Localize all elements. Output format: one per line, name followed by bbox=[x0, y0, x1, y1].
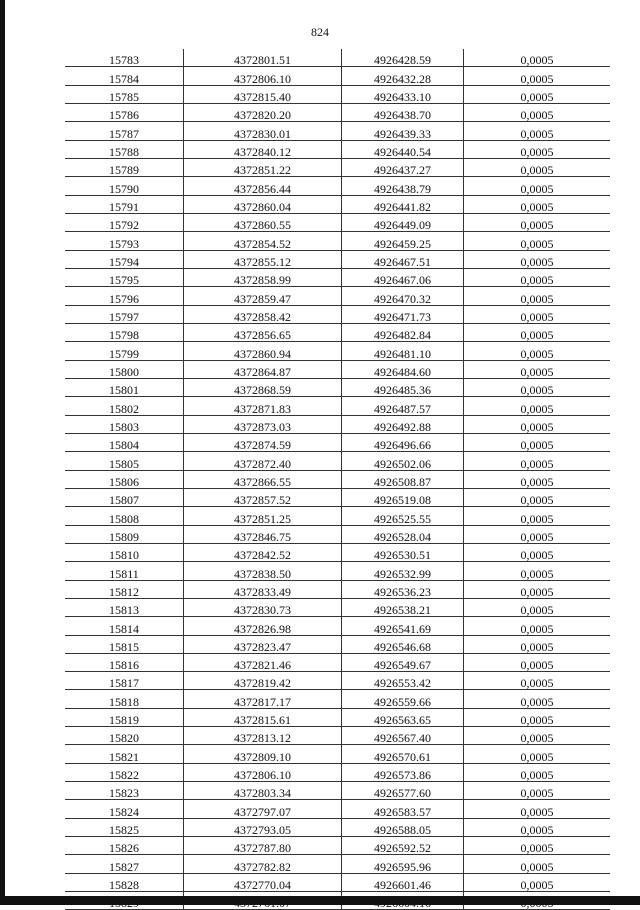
y-coordinate-cell: 4926583.57 bbox=[342, 800, 464, 818]
scan-edge-bottom bbox=[0, 896, 640, 905]
value-cell: 0,0005 bbox=[464, 488, 611, 506]
table-row bbox=[65, 323, 610, 341]
value-cell: 0,0005 bbox=[464, 140, 611, 158]
point-number-cell: 15801 bbox=[65, 378, 184, 396]
point-number-cell: 15786 bbox=[65, 103, 184, 121]
point-number-cell: 15826 bbox=[65, 837, 184, 855]
value-cell: 0,0005 bbox=[464, 360, 611, 378]
value-cell: 0,0005 bbox=[464, 85, 611, 103]
x-coordinate-cell: 4372782.82 bbox=[184, 855, 342, 873]
x-coordinate-cell: 4372868.59 bbox=[184, 378, 342, 396]
value-cell: 0,0005 bbox=[464, 305, 611, 323]
point-number-cell: 15806 bbox=[65, 470, 184, 488]
value-cell: 0,0005 bbox=[464, 690, 611, 708]
value-cell: 0,0005 bbox=[464, 598, 611, 616]
y-coordinate-cell: 4926553.42 bbox=[342, 672, 464, 690]
page-number: 824 bbox=[311, 25, 329, 39]
value-cell: 0,0005 bbox=[464, 543, 611, 561]
point-number-cell: 15795 bbox=[65, 268, 184, 286]
x-coordinate-cell: 4372860.04 bbox=[184, 195, 342, 213]
x-coordinate-cell: 4372873.03 bbox=[184, 415, 342, 433]
x-coordinate-cell: 4372823.47 bbox=[184, 635, 342, 653]
y-coordinate-cell: 4926577.60 bbox=[342, 782, 464, 800]
point-number-cell: 15825 bbox=[65, 818, 184, 836]
value-cell: 0,0005 bbox=[464, 672, 611, 690]
table-row bbox=[65, 158, 610, 176]
value-cell: 0,0005 bbox=[464, 323, 611, 341]
value-cell: 0,0005 bbox=[464, 177, 611, 195]
value-cell: 0,0005 bbox=[464, 195, 611, 213]
x-coordinate-cell: 4372854.52 bbox=[184, 232, 342, 250]
y-coordinate-cell: 4926567.40 bbox=[342, 727, 464, 745]
point-number-cell: 15788 bbox=[65, 140, 184, 158]
y-coordinate-cell: 4926440.54 bbox=[342, 140, 464, 158]
point-number-cell: 15792 bbox=[65, 213, 184, 231]
table-row bbox=[65, 85, 610, 103]
y-coordinate-cell: 4926595.96 bbox=[342, 855, 464, 873]
point-number-cell: 15828 bbox=[65, 873, 184, 891]
value-cell: 0,0005 bbox=[464, 268, 611, 286]
y-coordinate-cell: 4926441.82 bbox=[342, 195, 464, 213]
y-coordinate-cell: 4926502.06 bbox=[342, 452, 464, 470]
table-row bbox=[65, 562, 610, 580]
x-coordinate-cell: 4372846.75 bbox=[184, 525, 342, 543]
x-coordinate-cell: 4372874.59 bbox=[184, 433, 342, 451]
y-coordinate-cell: 4926471.73 bbox=[342, 305, 464, 323]
x-coordinate-cell: 4372821.46 bbox=[184, 653, 342, 671]
point-number-cell: 15823 bbox=[65, 782, 184, 800]
value-cell: 0,0005 bbox=[464, 617, 611, 635]
table-row bbox=[65, 782, 610, 800]
x-coordinate-cell: 4372860.94 bbox=[184, 342, 342, 360]
y-coordinate-cell: 4926482.84 bbox=[342, 323, 464, 341]
table-row bbox=[65, 470, 610, 488]
y-coordinate-cell: 4926459.25 bbox=[342, 232, 464, 250]
value-cell: 0,0005 bbox=[464, 837, 611, 855]
x-coordinate-cell: 4372830.01 bbox=[184, 122, 342, 140]
value-cell: 0,0005 bbox=[464, 49, 611, 67]
x-coordinate-cell: 4372871.83 bbox=[184, 397, 342, 415]
x-coordinate-cell: 4372842.52 bbox=[184, 543, 342, 561]
value-cell: 0,0005 bbox=[464, 470, 611, 488]
point-number-cell: 15815 bbox=[65, 635, 184, 653]
value-cell: 0,0005 bbox=[464, 782, 611, 800]
x-coordinate-cell: 4372858.42 bbox=[184, 305, 342, 323]
x-coordinate-cell: 4372838.50 bbox=[184, 562, 342, 580]
value-cell: 0,0005 bbox=[464, 415, 611, 433]
value-cell: 0,0005 bbox=[464, 818, 611, 836]
point-number-cell: 15810 bbox=[65, 543, 184, 561]
point-number-cell: 15817 bbox=[65, 672, 184, 690]
y-coordinate-cell: 4926467.06 bbox=[342, 268, 464, 286]
point-number-cell: 15797 bbox=[65, 305, 184, 323]
x-coordinate-cell: 4372803.34 bbox=[184, 782, 342, 800]
y-coordinate-cell: 4926541.69 bbox=[342, 617, 464, 635]
table-row bbox=[65, 122, 610, 140]
table-row bbox=[65, 635, 610, 653]
y-coordinate-cell: 4926588.05 bbox=[342, 818, 464, 836]
y-coordinate-cell: 4926525.55 bbox=[342, 507, 464, 525]
point-number-cell: 15807 bbox=[65, 488, 184, 506]
value-cell: 0,0005 bbox=[464, 800, 611, 818]
x-coordinate-cell: 4372820.20 bbox=[184, 103, 342, 121]
x-coordinate-cell: 4372801.51 bbox=[184, 49, 342, 67]
value-cell: 0,0005 bbox=[464, 287, 611, 305]
x-coordinate-cell: 4372866.55 bbox=[184, 470, 342, 488]
table-row bbox=[65, 232, 610, 250]
value-cell: 0,0005 bbox=[464, 250, 611, 268]
table-row bbox=[65, 415, 610, 433]
y-coordinate-cell: 4926546.68 bbox=[342, 635, 464, 653]
point-number-cell: 15827 bbox=[65, 855, 184, 873]
y-coordinate-cell: 4926481.10 bbox=[342, 342, 464, 360]
y-coordinate-cell: 4926519.08 bbox=[342, 488, 464, 506]
value-cell: 0,0005 bbox=[464, 855, 611, 873]
table-row bbox=[65, 525, 610, 543]
table-row bbox=[65, 360, 610, 378]
table-row bbox=[65, 250, 610, 268]
table-row bbox=[65, 745, 610, 763]
value-cell: 0,0005 bbox=[464, 67, 611, 85]
y-coordinate-cell: 4926549.67 bbox=[342, 653, 464, 671]
coordinates-table bbox=[65, 49, 610, 910]
y-coordinate-cell: 4926439.33 bbox=[342, 122, 464, 140]
table-row bbox=[65, 305, 610, 323]
y-coordinate-cell: 4926508.87 bbox=[342, 470, 464, 488]
point-number-cell: 15812 bbox=[65, 580, 184, 598]
table-row bbox=[65, 708, 610, 726]
value-cell: 0,0005 bbox=[464, 708, 611, 726]
x-coordinate-cell: 4372817.17 bbox=[184, 690, 342, 708]
y-coordinate-cell: 4926570.61 bbox=[342, 745, 464, 763]
value-cell: 0,0005 bbox=[464, 103, 611, 121]
x-coordinate-cell: 4372787.80 bbox=[184, 837, 342, 855]
point-number-cell: 15803 bbox=[65, 415, 184, 433]
x-coordinate-cell: 4372855.12 bbox=[184, 250, 342, 268]
value-cell: 0,0005 bbox=[464, 378, 611, 396]
y-coordinate-cell: 4926496.66 bbox=[342, 433, 464, 451]
x-coordinate-cell: 4372859.47 bbox=[184, 287, 342, 305]
point-number-cell: 15816 bbox=[65, 653, 184, 671]
value-cell: 0,0005 bbox=[464, 580, 611, 598]
scan-edge-left bbox=[0, 0, 5, 905]
point-number-cell: 15791 bbox=[65, 195, 184, 213]
value-cell: 0,0005 bbox=[464, 525, 611, 543]
point-number-cell: 15818 bbox=[65, 690, 184, 708]
table-row bbox=[65, 287, 610, 305]
point-number-cell: 15809 bbox=[65, 525, 184, 543]
table-row bbox=[65, 140, 610, 158]
value-cell: 0,0005 bbox=[464, 653, 611, 671]
value-cell: 0,0005 bbox=[464, 213, 611, 231]
point-number-cell: 15790 bbox=[65, 177, 184, 195]
x-coordinate-cell: 4372770.04 bbox=[184, 873, 342, 891]
table-row bbox=[65, 727, 610, 745]
point-number-cell: 15824 bbox=[65, 800, 184, 818]
table-row bbox=[65, 837, 610, 855]
table-row bbox=[65, 67, 610, 85]
x-coordinate-cell: 4372806.10 bbox=[184, 763, 342, 781]
table-row bbox=[65, 452, 610, 470]
value-cell: 0,0005 bbox=[464, 562, 611, 580]
point-number-cell: 15811 bbox=[65, 562, 184, 580]
x-coordinate-cell: 4372826.98 bbox=[184, 617, 342, 635]
point-number-cell: 15799 bbox=[65, 342, 184, 360]
table-row bbox=[65, 195, 610, 213]
table-row bbox=[65, 672, 610, 690]
x-coordinate-cell: 4372860.55 bbox=[184, 213, 342, 231]
table-row bbox=[65, 49, 610, 67]
value-cell: 0,0005 bbox=[464, 232, 611, 250]
table-row bbox=[65, 177, 610, 195]
table-row bbox=[65, 213, 610, 231]
y-coordinate-cell: 4926485.36 bbox=[342, 378, 464, 396]
y-coordinate-cell: 4926559.66 bbox=[342, 690, 464, 708]
y-coordinate-cell: 4926573.86 bbox=[342, 763, 464, 781]
table-row bbox=[65, 433, 610, 451]
x-coordinate-cell: 4372806.10 bbox=[184, 67, 342, 85]
y-coordinate-cell: 4926470.32 bbox=[342, 287, 464, 305]
table-row bbox=[65, 342, 610, 360]
x-coordinate-cell: 4372815.61 bbox=[184, 708, 342, 726]
point-number-cell: 15793 bbox=[65, 232, 184, 250]
x-coordinate-cell: 4372793.05 bbox=[184, 818, 342, 836]
point-number-cell: 15783 bbox=[65, 49, 184, 67]
table-row bbox=[65, 598, 610, 616]
point-number-cell: 15808 bbox=[65, 507, 184, 525]
y-coordinate-cell: 4926563.65 bbox=[342, 708, 464, 726]
x-coordinate-cell: 4372858.99 bbox=[184, 268, 342, 286]
x-coordinate-cell: 4372815.40 bbox=[184, 85, 342, 103]
y-coordinate-cell: 4926538.21 bbox=[342, 598, 464, 616]
point-number-cell: 15814 bbox=[65, 617, 184, 635]
x-coordinate-cell: 4372857.52 bbox=[184, 488, 342, 506]
y-coordinate-cell: 4926437.27 bbox=[342, 158, 464, 176]
point-number-cell: 15820 bbox=[65, 727, 184, 745]
table-row bbox=[65, 397, 610, 415]
value-cell: 0,0005 bbox=[464, 433, 611, 451]
y-coordinate-cell: 4926438.70 bbox=[342, 103, 464, 121]
y-coordinate-cell: 4926428.59 bbox=[342, 49, 464, 67]
table-row bbox=[65, 507, 610, 525]
x-coordinate-cell: 4372830.73 bbox=[184, 598, 342, 616]
y-coordinate-cell: 4926438.79 bbox=[342, 177, 464, 195]
table-row bbox=[65, 268, 610, 286]
point-number-cell: 15819 bbox=[65, 708, 184, 726]
point-number-cell: 15800 bbox=[65, 360, 184, 378]
x-coordinate-cell: 4372864.87 bbox=[184, 360, 342, 378]
table-row bbox=[65, 543, 610, 561]
point-number-cell: 15784 bbox=[65, 67, 184, 85]
y-coordinate-cell: 4926484.60 bbox=[342, 360, 464, 378]
y-coordinate-cell: 4926449.09 bbox=[342, 213, 464, 231]
y-coordinate-cell: 4926532.99 bbox=[342, 562, 464, 580]
table-row bbox=[65, 818, 610, 836]
table-row bbox=[65, 103, 610, 121]
table-row bbox=[65, 800, 610, 818]
point-number-cell: 15802 bbox=[65, 397, 184, 415]
value-cell: 0,0005 bbox=[464, 452, 611, 470]
table-row bbox=[65, 653, 610, 671]
table-row bbox=[65, 617, 610, 635]
table-row bbox=[65, 690, 610, 708]
y-coordinate-cell: 4926492.88 bbox=[342, 415, 464, 433]
coordinates-table-body bbox=[65, 49, 610, 910]
value-cell: 0,0005 bbox=[464, 727, 611, 745]
value-cell: 0,0005 bbox=[464, 342, 611, 360]
table-row bbox=[65, 873, 610, 891]
x-coordinate-cell: 4372872.40 bbox=[184, 452, 342, 470]
y-coordinate-cell: 4926432.28 bbox=[342, 67, 464, 85]
value-cell: 0,0005 bbox=[464, 763, 611, 781]
y-coordinate-cell: 4926433.10 bbox=[342, 85, 464, 103]
table-row bbox=[65, 763, 610, 781]
value-cell: 0,0005 bbox=[464, 873, 611, 891]
x-coordinate-cell: 4372809.10 bbox=[184, 745, 342, 763]
y-coordinate-cell: 4926487.57 bbox=[342, 397, 464, 415]
y-coordinate-cell: 4926528.04 bbox=[342, 525, 464, 543]
table-row bbox=[65, 580, 610, 598]
point-number-cell: 15794 bbox=[65, 250, 184, 268]
value-cell: 0,0005 bbox=[464, 122, 611, 140]
y-coordinate-cell: 4926601.46 bbox=[342, 873, 464, 891]
x-coordinate-cell: 4372819.42 bbox=[184, 672, 342, 690]
point-number-cell: 15804 bbox=[65, 433, 184, 451]
point-number-cell: 15822 bbox=[65, 763, 184, 781]
table-row bbox=[65, 488, 610, 506]
point-number-cell: 15785 bbox=[65, 85, 184, 103]
x-coordinate-cell: 4372856.44 bbox=[184, 177, 342, 195]
point-number-cell: 15787 bbox=[65, 122, 184, 140]
point-number-cell: 15796 bbox=[65, 287, 184, 305]
point-number-cell: 15798 bbox=[65, 323, 184, 341]
x-coordinate-cell: 4372851.25 bbox=[184, 507, 342, 525]
x-coordinate-cell: 4372840.12 bbox=[184, 140, 342, 158]
value-cell: 0,0005 bbox=[464, 158, 611, 176]
x-coordinate-cell: 4372833.49 bbox=[184, 580, 342, 598]
point-number-cell: 15813 bbox=[65, 598, 184, 616]
y-coordinate-cell: 4926530.51 bbox=[342, 543, 464, 561]
x-coordinate-cell: 4372797.07 bbox=[184, 800, 342, 818]
table-row bbox=[65, 378, 610, 396]
y-coordinate-cell: 4926467.51 bbox=[342, 250, 464, 268]
x-coordinate-cell: 4372851.22 bbox=[184, 158, 342, 176]
value-cell: 0,0005 bbox=[464, 745, 611, 763]
value-cell: 0,0005 bbox=[464, 397, 611, 415]
value-cell: 0,0005 bbox=[464, 635, 611, 653]
y-coordinate-cell: 4926536.23 bbox=[342, 580, 464, 598]
point-number-cell: 15789 bbox=[65, 158, 184, 176]
point-number-cell: 15805 bbox=[65, 452, 184, 470]
x-coordinate-cell: 4372813.12 bbox=[184, 727, 342, 745]
table-row bbox=[65, 855, 610, 873]
x-coordinate-cell: 4372856.65 bbox=[184, 323, 342, 341]
y-coordinate-cell: 4926592.52 bbox=[342, 837, 464, 855]
point-number-cell: 15821 bbox=[65, 745, 184, 763]
value-cell: 0,0005 bbox=[464, 507, 611, 525]
